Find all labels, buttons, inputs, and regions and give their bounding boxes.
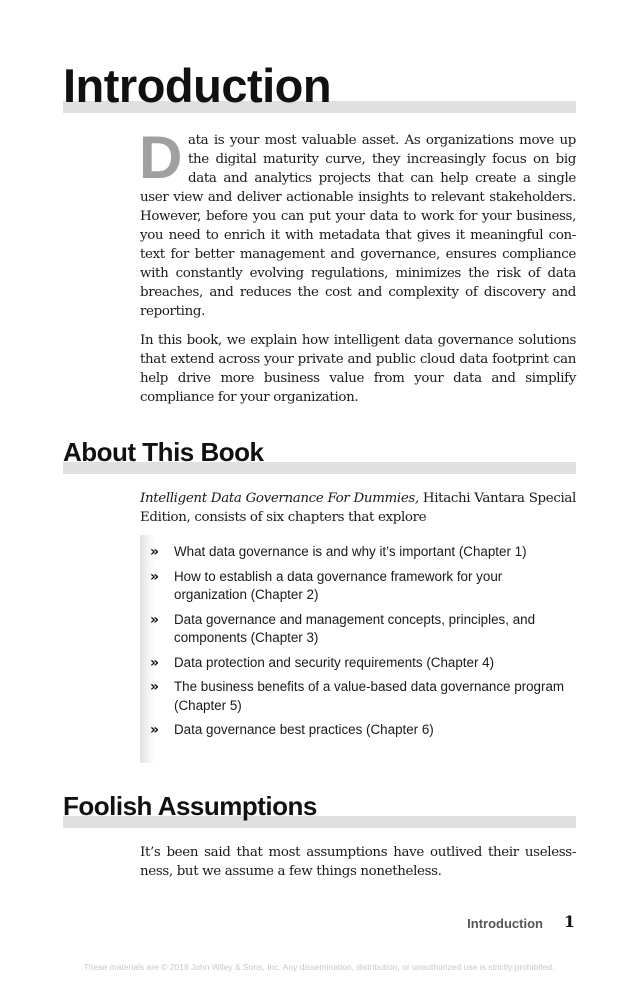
double-chevron-icon: » <box>150 679 160 695</box>
list-item <box>140 721 576 740</box>
list-item <box>140 543 576 562</box>
section-heading-about: About This Book <box>63 437 264 467</box>
drop-cap: D <box>139 124 182 191</box>
list-item <box>140 678 576 715</box>
list-item <box>140 611 576 648</box>
list-item <box>140 654 576 673</box>
intro-paragraph-text: ata is your most valuable asset. As organizations move up the digital maturity curve, they increasingly focus on big data and analytics projects that can help create a single user view and deliver actionable insights to relevant stakeholders. However, before you can put your data to work for your business, you need to enrich it with metadata that gives it meaningful con-text for better management and governance, ensures compliance with constantly evolving regulations, minimizes the risk of data breaches, and reduces the cost and complexity of discovery and reporting. <box>140 133 576 319</box>
about-intro-paragraph <box>140 489 576 527</box>
double-chevron-icon: » <box>150 568 160 585</box>
section-heading-assumptions: Foolish Assumptions <box>63 791 317 821</box>
running-footer-label: Introduction <box>467 916 543 931</box>
double-chevron-icon: » <box>150 544 160 560</box>
list-item <box>140 568 576 605</box>
double-chevron-icon: » <box>150 611 160 628</box>
page-number: 1 <box>563 912 575 931</box>
page-title: Introduction <box>63 59 332 112</box>
assumptions-paragraph: It’s been said that most assumptions have outlived their useless-ness, but we assume a few things nonetheless. <box>140 845 576 879</box>
list-item-text: What data governance is and why it’s important (Chapter 1) <box>174 544 527 559</box>
list-item-text: Data governance best practices (Chapter 6) <box>174 722 434 737</box>
intro-paragraph-2: In this book, we explain how intelligent data governance solutions that extend across your private and public cloud data footprint can help drive more business value from your data and simplify compliance for your organization. <box>140 333 576 405</box>
chapter-list <box>140 535 576 763</box>
double-chevron-icon: » <box>150 722 160 738</box>
list-item-text: Data governance and management concepts, principles, and components (Chapter 3) <box>174 611 536 645</box>
copyright-notice: These materials are © 2018 John Wiley & Sons, Inc. Any dissemination, distribution, or unauthorized use is strictly prohibited. <box>83 962 555 972</box>
about-intro-text: Hitachi Vantara Special Edition, consists of six chapters that explore <box>140 491 576 525</box>
list-item-text: Data protection and security requirements (Chapter 4) <box>174 654 495 670</box>
intro-paragraph <box>139 124 576 321</box>
list-item-text: The business benefits of a value-based data governance program (Chapter 5) <box>174 679 565 713</box>
book-title: Intelligent Data Governance For Dummies, <box>140 491 419 506</box>
list-item-text: How to establish a data governance framework for your organization (Chapter 2) <box>174 568 503 602</box>
double-chevron-icon: » <box>150 654 160 671</box>
